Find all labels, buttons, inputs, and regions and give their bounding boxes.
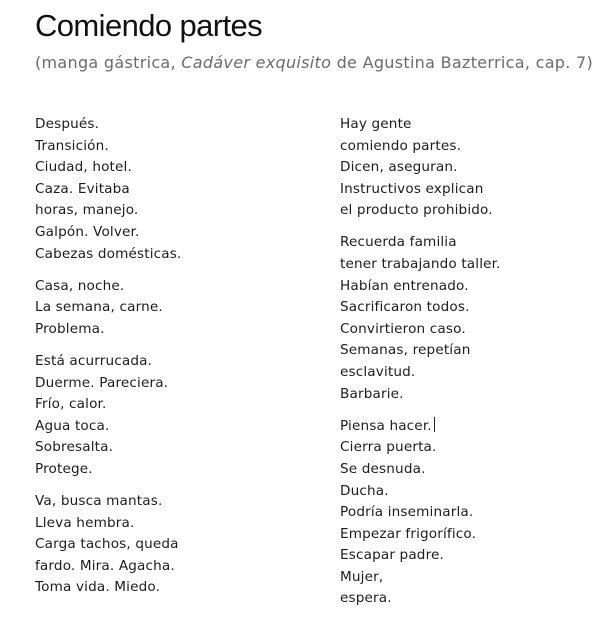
poem-line: Frío, calor. <box>35 396 107 413</box>
poem-line: Carga tachos, queda <box>35 536 179 553</box>
poem-line: Habían entrenado. <box>340 277 469 294</box>
poem-line: el producto prohibido. <box>340 202 493 219</box>
poem-line: Después. <box>35 116 100 132</box>
poem-line: Empezar frigorífico. <box>340 525 477 542</box>
stanza <box>35 276 325 341</box>
poem-line: Cierra puerta. <box>340 439 437 456</box>
poem-line: Escapar padre. <box>340 547 445 564</box>
poem-line: Sacrificaron todos. <box>340 299 470 316</box>
poem-line: Casa, noche. <box>35 277 125 294</box>
poem-line: Mujer, <box>340 568 384 585</box>
poem-line: Duerme. Pareciera. <box>35 374 169 391</box>
poem-line: espera. <box>340 590 392 607</box>
poem-line: tener trabajando taller. <box>340 256 501 273</box>
poem-line: La semana, carne. <box>35 299 163 316</box>
poem-line: Galpón. Volver. <box>35 223 140 240</box>
poem-line: comiendo partes. <box>340 137 462 154</box>
poem-line: Cabezas domésticas. <box>35 245 182 262</box>
poem-line: Protege. <box>35 460 93 477</box>
poem-line: Barbarie. <box>340 385 404 402</box>
poem-line: Va, busca mantas. <box>35 493 163 509</box>
document-page <box>35 8 595 607</box>
poem-line: fardo. Mira. Agacha. <box>35 557 175 574</box>
poem-line: Sobresalta. <box>35 439 114 456</box>
poem-line: Podría inseminarla. <box>340 504 474 521</box>
poem-line: Se desnuda. <box>340 460 426 477</box>
poem-line: Hay gente <box>340 116 412 132</box>
poem-column-left <box>35 114 325 609</box>
poem-line: Ducha. <box>340 482 389 499</box>
stanza <box>35 114 325 265</box>
poem-line: Dicen, aseguran. <box>340 159 458 176</box>
poem-column-right <box>340 114 590 621</box>
subtitle-suffix: de Agustina Bazterrica, cap. 7) <box>331 53 594 72</box>
text-cursor <box>434 417 435 432</box>
poem-line: Caza. Evitaba <box>35 180 130 197</box>
poem-line: horas, manejo. <box>35 202 139 219</box>
book-title: Cadáver exquisito <box>181 53 332 72</box>
page-title: Comiendo partes <box>35 8 263 43</box>
stanza <box>35 351 325 481</box>
poem-line: Problema. <box>35 320 105 337</box>
stanza <box>340 416 590 610</box>
poem-line: Semanas, repetían <box>340 342 471 359</box>
poem-line: Transición. <box>35 137 109 154</box>
stanza <box>340 114 590 222</box>
poem-line: Recuerda familia <box>340 234 457 251</box>
poem-line: Lleva hembra. <box>35 514 135 531</box>
subtitle-prefix: (manga gástrica, <box>35 53 182 72</box>
poem-line: Ciudad, hotel. <box>35 159 132 176</box>
poem-line: Convirtieron caso. <box>340 320 466 337</box>
poem-line: Instructivos explican <box>340 180 484 197</box>
page-subtitle <box>35 50 595 75</box>
stanza <box>340 232 590 405</box>
poem-line: esclavitud. <box>340 364 416 381</box>
poem-line: Toma vida. Miedo. <box>35 579 161 596</box>
poem-line: Piensa hacer. <box>340 416 590 438</box>
poem-line: Está acurrucada. <box>35 352 153 369</box>
poem-line: Agua toca. <box>35 417 110 434</box>
stanza <box>35 491 325 599</box>
